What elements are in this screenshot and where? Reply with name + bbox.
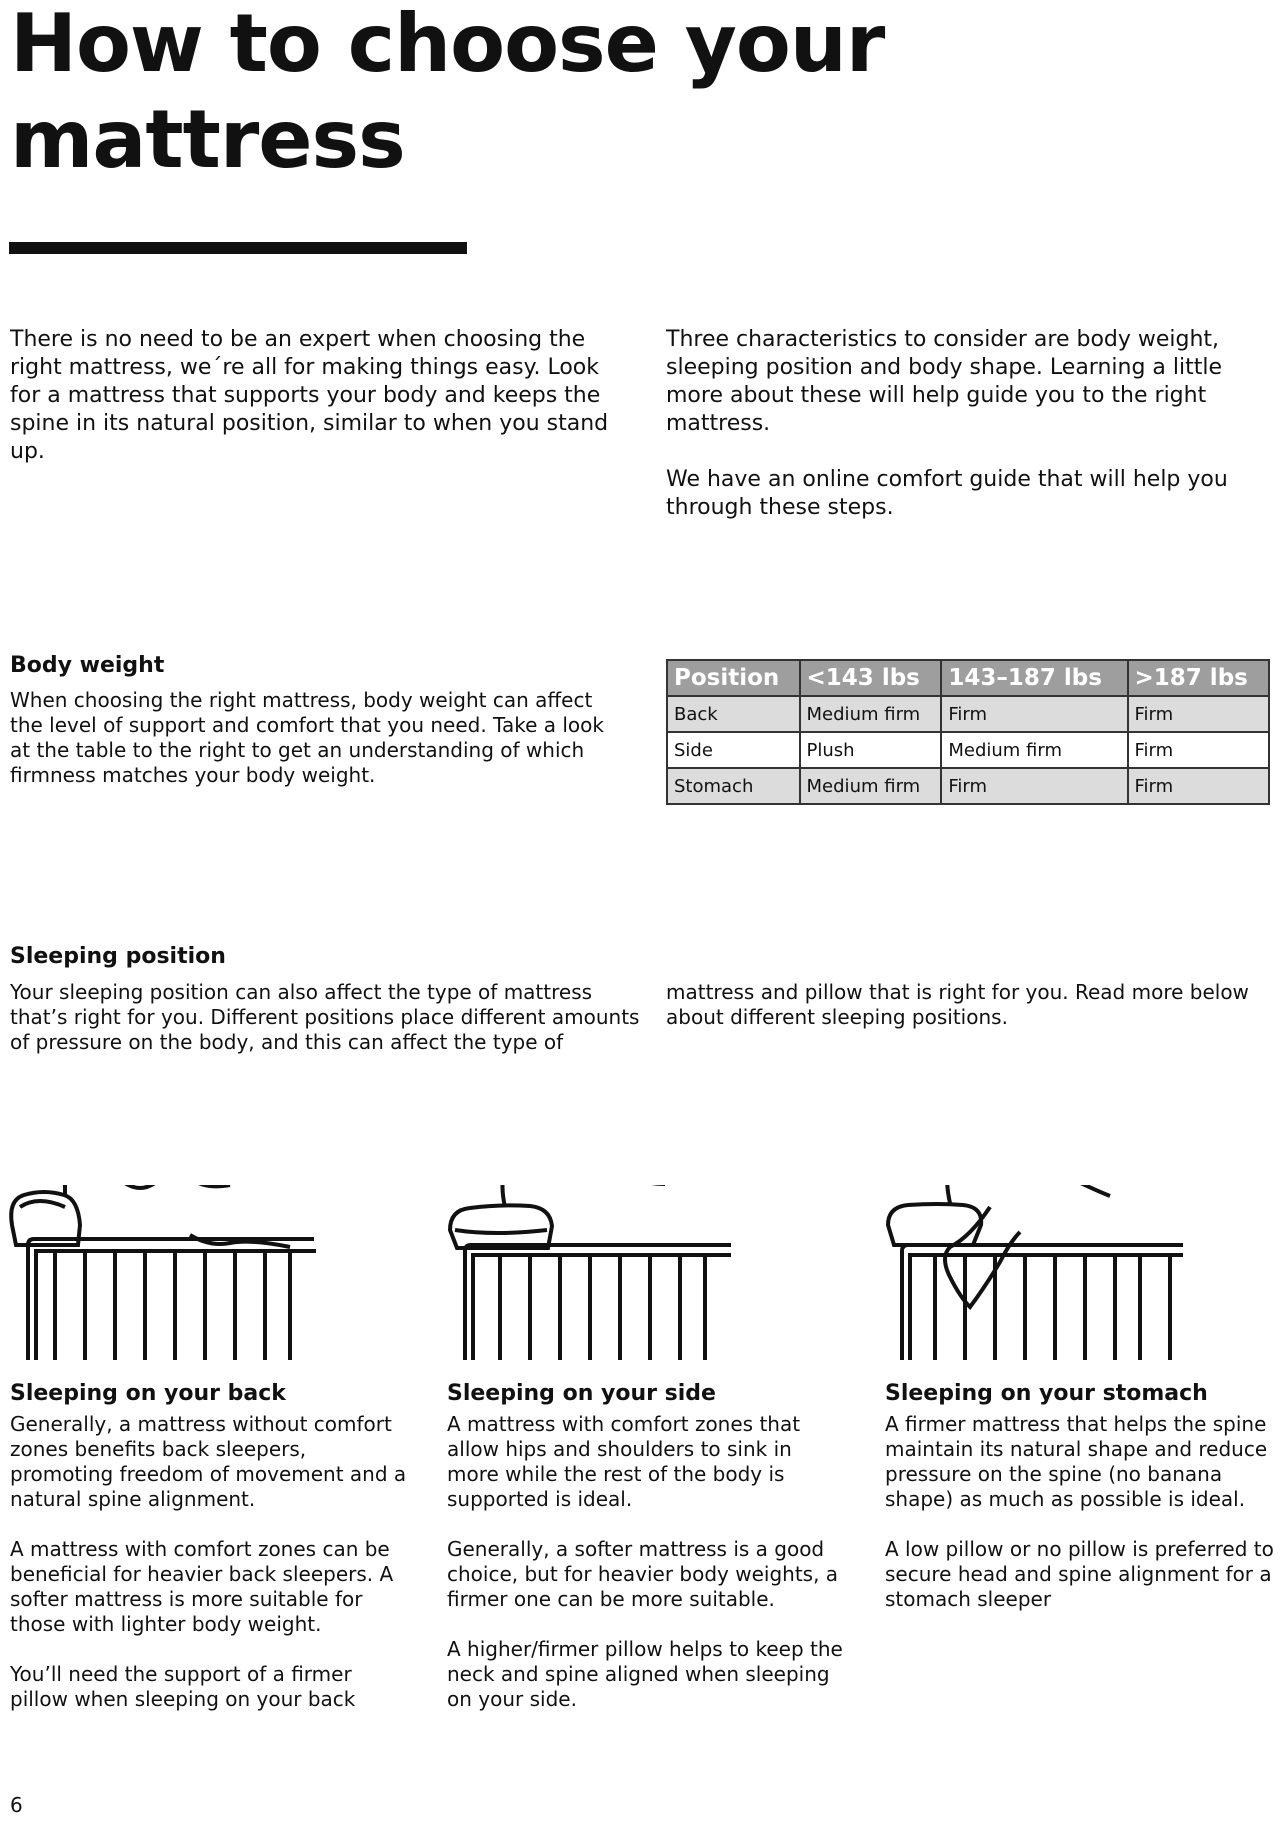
body-weight-text: When choosing the right mattress, body weight can affect the level of support and comfort that you need. Take a look at the table to the right to get an understanding of which firmness matches your body weight. <box>10 688 604 787</box>
side-sleeping-heading: Sleeping on your side <box>447 1381 716 1406</box>
firmness-table <box>666 659 1270 805</box>
stomach-sleeper-illustration <box>880 1185 1200 1360</box>
sleeping-position-heading: Sleeping position <box>10 944 226 969</box>
table-cell: Stomach <box>667 768 800 804</box>
table-cell: Firm <box>1128 732 1269 768</box>
side-sleeping-section <box>447 1380 847 1737</box>
table-header: Position <box>667 660 800 696</box>
back-sleeping-heading: Sleeping on your back <box>10 1381 286 1406</box>
paragraph: A firmer mattress that helps the spine maintain its natural shape and reduce pressure on the spine (no banana shape) as much as possible is ideal. <box>885 1412 1268 1511</box>
table-row <box>667 768 1269 804</box>
paragraph: A low pillow or no pillow is preferred to secure head and spine alignment for a stomach sleeper <box>885 1537 1274 1611</box>
table-header: 143–187 lbs <box>941 660 1127 696</box>
table-cell: Medium firm <box>941 732 1127 768</box>
back-sleeper-illustration <box>0 1185 320 1360</box>
stomach-sleeping-heading: Sleeping on your stomach <box>885 1381 1208 1406</box>
body-weight-heading: Body weight <box>10 653 165 678</box>
paragraph: A mattress with comfort zones that allow hips and shoulders to sink in more while the rest of the body is supported is ideal. <box>447 1412 801 1511</box>
side-sleeper-illustration <box>445 1185 745 1360</box>
paragraph: You’ll need the support of a firmer pillow when sleeping on your back <box>10 1662 356 1711</box>
paragraph: A mattress with comfort zones can be beneficial for heavier back sleepers. A softer mattress is more suitable for those with lighter body weight. <box>10 1537 394 1636</box>
table-row <box>667 732 1269 768</box>
table-cell: Firm <box>941 696 1127 732</box>
table-cell: Medium firm <box>800 696 942 732</box>
table-cell: Firm <box>1128 696 1269 732</box>
intro-left: There is no need to be an expert when choosing the right mattress, we´re all for making things easy. Look for a mattress that supports your body and keeps the spine in its natural position, similar to when you stand up. <box>10 327 609 464</box>
table-cell: Plush <box>800 732 942 768</box>
table-header-row <box>667 660 1269 696</box>
table-header: <143 lbs <box>800 660 942 696</box>
table-header: >187 lbs <box>1128 660 1269 696</box>
page-title: How to choose your mattress <box>10 0 885 186</box>
table-cell: Firm <box>941 768 1127 804</box>
table-cell: Back <box>667 696 800 732</box>
intro-right-1: Three characteristics to consider are body weight, sleeping position and body shape. Learning a little more about these will help guide you to the right mattress. <box>666 327 1223 436</box>
sleeping-position-text-right: mattress and pillow that is right for you. Read more below about different sleeping positions. <box>666 980 1249 1029</box>
title-underline <box>9 242 467 254</box>
sleeping-position-text-left: Your sleeping position can also affect the type of mattress that’s right for you. Different positions place different amounts of pressure on the body, and this can affect the type of <box>10 980 640 1054</box>
table-cell: Firm <box>1128 768 1269 804</box>
intro-right-2: We have an online comfort guide that will help you through these steps. <box>666 467 1228 520</box>
paragraph: Generally, a softer mattress is a good choice, but for heavier body weights, a firmer one can be more suitable. <box>447 1537 839 1611</box>
table-row <box>667 696 1269 732</box>
stomach-sleeping-section <box>885 1380 1280 1637</box>
page-number: 6 <box>10 1793 23 1817</box>
table-cell: Medium firm <box>800 768 942 804</box>
table-cell: Side <box>667 732 800 768</box>
back-sleeping-section <box>10 1380 410 1737</box>
paragraph: A higher/firmer pillow helps to keep the neck and spine aligned when sleeping on your side. <box>447 1637 843 1711</box>
paragraph: Generally, a mattress without comfort zones benefits back sleepers, promoting freedom of movement and a natural spine alignment. <box>10 1412 407 1511</box>
